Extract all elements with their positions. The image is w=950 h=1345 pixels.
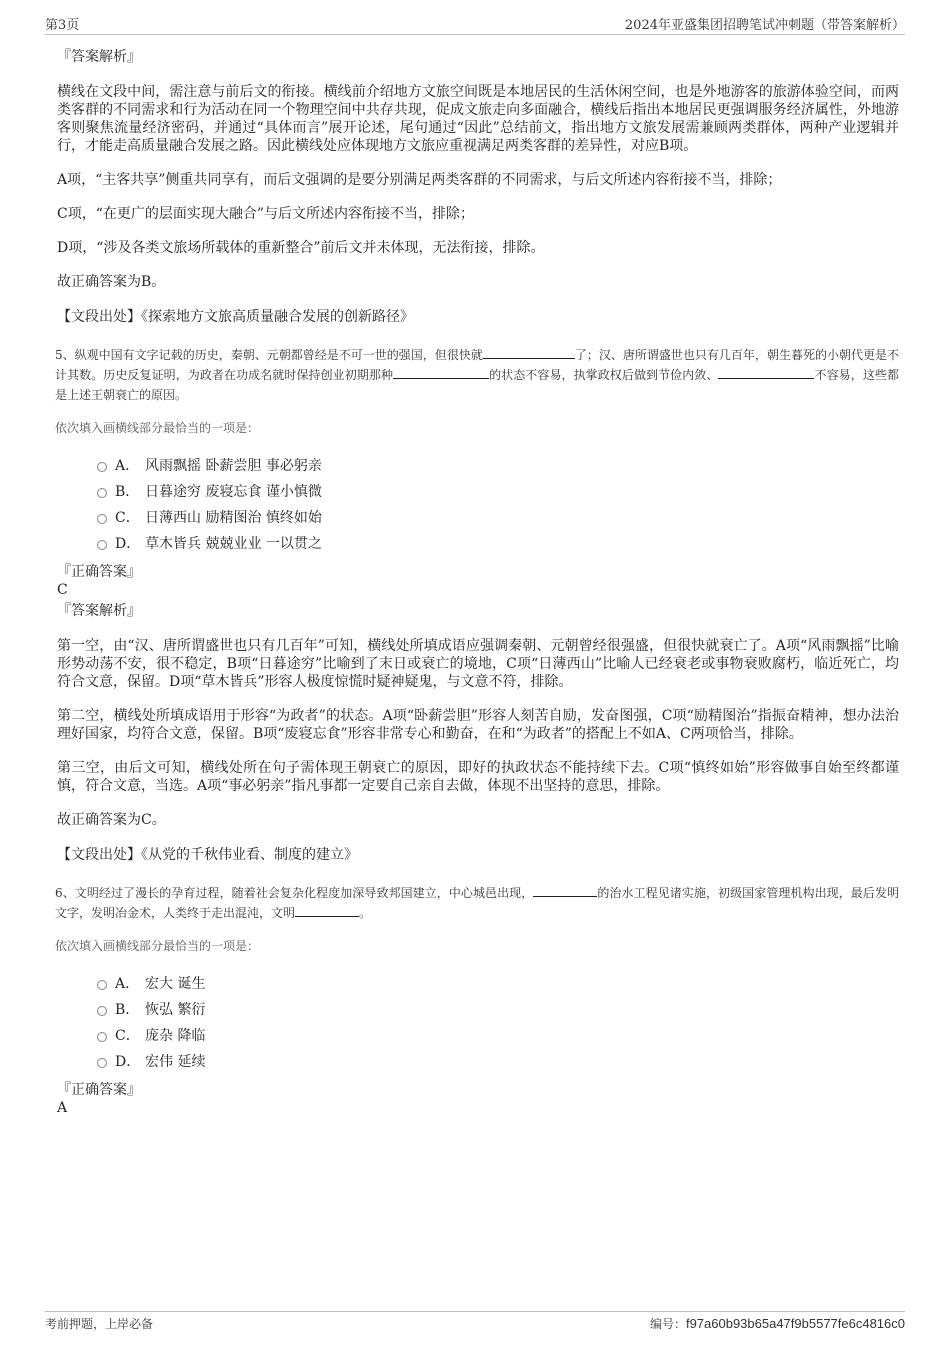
page-content <box>57 47 899 1119</box>
correct-answer-label: 『正确答案』 <box>57 1082 141 1098</box>
radio-icon[interactable] <box>97 1058 107 1068</box>
blank-line <box>483 345 575 359</box>
question-prompt: 依次填入画横线部分最恰当的一项是： <box>55 939 260 953</box>
analysis-conclusion: 故正确答案为B。 <box>57 274 166 290</box>
radio-icon[interactable] <box>97 1032 107 1042</box>
document-code: 编号：f97a60b93b65a47f9b5577fe6c4816c0 <box>649 1316 905 1331</box>
document-title: 2024年亚盛集团招聘笔试冲刺题（带答案解析） <box>624 18 905 33</box>
correct-answer-label: 『正确答案』 <box>57 564 141 580</box>
analysis-option-c: C项，“在更广的层面实现大融合”与后文所述内容衔接不当，排除； <box>57 206 475 222</box>
footer-slogan: 考前押题，上岸必备 <box>45 1317 154 1331</box>
analysis-conclusion: 故正确答案为C。 <box>57 812 166 828</box>
question-5-options <box>97 453 899 557</box>
radio-icon[interactable] <box>97 514 107 524</box>
option-a[interactable]: A． 宏大 诞生 <box>97 971 899 997</box>
analysis-label: 『答案解析』 <box>57 603 141 619</box>
blank-line <box>533 883 597 897</box>
option-c[interactable]: C． 日薄西山 励精图治 慎终如始 <box>97 505 899 531</box>
radio-icon[interactable] <box>97 540 107 550</box>
radio-icon[interactable] <box>97 488 107 498</box>
question-6-stem: 6、文明经过了漫长的孕育过程，随着社会复杂化程度加深导致邦国建立，中心城邑出现， 的治水工程见诸实施，初级国家管理机构出现，最后发明文字，发明冶金术，人类终于走出混沌，文明 。 <box>55 883 899 923</box>
blank-line <box>718 365 814 379</box>
analysis-option-a: A项，“主客共享”侧重共同享有，而后文强调的是要分别满足两类客群的不同需求，与后文所述内容衔接不当，排除； <box>57 172 782 188</box>
page-number: 第3页 <box>45 18 80 33</box>
option-c[interactable]: C． 庞杂 降临 <box>97 1023 899 1049</box>
passage-source: 【文段出处】《探索地方文旅高质量融合发展的创新路径》 <box>57 309 414 325</box>
option-b[interactable]: B． 日暮途穷 废寝忘食 谨小慎微 <box>97 479 899 505</box>
analysis-blank-2: 第二空，横线处所填成语用于形容“为政者”的状态。A项“卧薪尝胆”形容人刻苦自励，发奋图强，C项“励精图治”指振奋精神，想办法治理好国家，均符合文意，保留。B项“废寝忘食”形容非常专心和勤奋，在和“为政者”的搭配上不如A、C两项恰当，排除。 <box>57 708 899 742</box>
analysis-option-d: D项，“涉及各类文旅场所载体的重新整合”前后文并未体现，无法衔接，排除。 <box>57 240 545 256</box>
page-footer <box>45 1311 905 1332</box>
question-5-stem: 5、纵观中国有文字记载的历史，秦朝、元朝都曾经是不可一世的强国，但很快就 了；汉、唐所谓盛世也只有几百年，朝生暮死的小朝代更是不计其数。历史反复证明，为政者在功成名就时保持创业初期那种 的状态不容易，执掌政权后做到节俭内敛、 不容易，这些都是上述王朝衰亡的原因。 <box>55 345 899 405</box>
passage-source: 【文段出处】《从党的千秋伟业看、制度的建立》 <box>57 847 358 863</box>
blank-line <box>393 365 489 379</box>
radio-icon[interactable] <box>97 1006 107 1016</box>
analysis-paragraph: 横线在文段中间，需注意与前后文的衔接。横线前介绍地方文旅空间既是本地居民的生活休闲空间，也是外地游客的旅游体验空间，而两类客群的不同需求和行为活动在同一个物理空间中共存共现，促成文旅走向多面融合，横线后指出本地居民更强调服务经济属性，外地游客则聚焦流量经济密码，并通过“具体而言”展开论述，尾句通过“因此”总结前文，指出地方文旅发展需兼顾两类群体，两种产业逻辑并行，才能走高质量融合发展之路。因此横线处应体现地方文旅应重视满足两类客群的差异性，对应B项。 <box>57 84 899 154</box>
analysis-blank-1: 第一空，由“汉、唐所谓盛世也只有几百年”可知，横线处所填成语应强调秦朝、元朝曾经很强盛，但很快就衰亡了。A项“风雨飘摇”比喻形势动荡不安，很不稳定，B项“日暮途穷”比喻到了末日或衰亡的境地，C项“日薄西山”比喻人已经衰老或事物衰败腐朽，临近死亡，均符合文意，保留。D项“草木皆兵”形容人极度惊慌时疑神疑鬼，与文意不符，排除。 <box>57 638 899 690</box>
analysis-blank-3: 第三空，由后文可知，横线处所在句子需体现王朝衰亡的原因，即好的执政状态不能持续下去。C项“慎终如始”形容做事自始至终都谨慎，符合文意，当选。A项“事必躬亲”指凡事都一定要自己亲自去做，体现不出坚持的意思，排除。 <box>57 760 899 794</box>
blank-line <box>295 903 359 917</box>
analysis-label: 『答案解析』 <box>57 49 141 65</box>
question-6-options <box>97 971 899 1075</box>
correct-answer-value: C <box>57 582 68 598</box>
page-header <box>45 14 905 35</box>
radio-icon[interactable] <box>97 462 107 472</box>
correct-answer-value: A <box>57 1100 68 1116</box>
option-d[interactable]: D． 宏伟 延续 <box>97 1049 899 1075</box>
option-a[interactable]: A． 风雨飘摇 卧薪尝胆 事必躬亲 <box>97 453 899 479</box>
option-d[interactable]: D． 草木皆兵 兢兢业业 一以贯之 <box>97 531 899 557</box>
question-prompt: 依次填入画横线部分最恰当的一项是： <box>55 421 260 435</box>
radio-icon[interactable] <box>97 980 107 990</box>
option-b[interactable]: B． 恢弘 繁衍 <box>97 997 899 1023</box>
